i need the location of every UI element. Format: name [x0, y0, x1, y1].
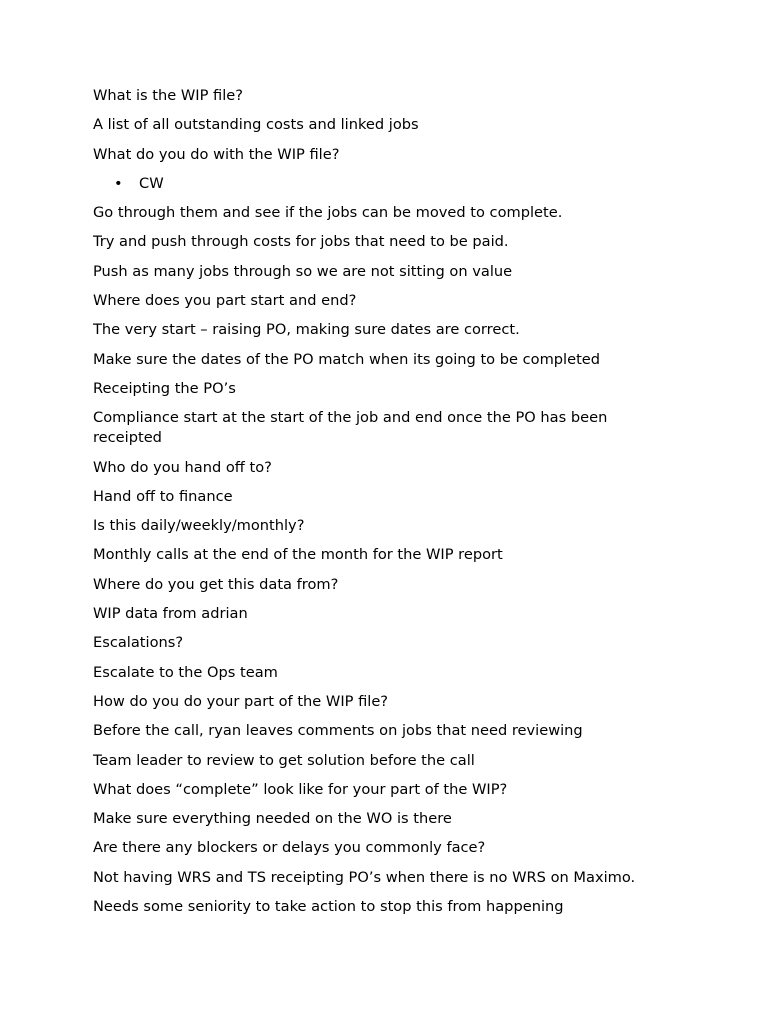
paragraph-question-frequency: Is this daily/weekly/monthly? [93, 517, 305, 535]
document-page [93, 86, 678, 926]
paragraph-push-costs: Try and push through costs for jobs that need to be paid. [93, 233, 509, 251]
paragraph-everything-on-wo: Make sure everything needed on the WO is there [93, 810, 452, 828]
paragraph-question-escalations: Escalations? [93, 634, 184, 652]
paragraph-monthly-calls: Monthly calls at the end of the month for the WIP report [93, 546, 503, 564]
paragraph-very-start: The very start – raising PO, making sure dates are correct. [93, 321, 520, 339]
paragraph-question-how-do-part: How do you do your part of the WIP file? [93, 692, 389, 710]
paragraph-question-data-source: Where do you get this data from? [93, 575, 339, 593]
paragraph-question-wip-file: What is the WIP file? [93, 87, 244, 104]
paragraph-team-leader: Team leader to review to get solution before the call [93, 751, 475, 769]
paragraph-question-hand-off: Who do you hand off to? [93, 458, 272, 476]
paragraph-answer-list-costs: A list of all outstanding costs and linked jobs [93, 116, 419, 134]
paragraph-before-call: Before the call, ryan leaves comments on jobs that need reviewing [93, 722, 583, 740]
paragraph-question-what-do-you-do: What do you do with the WIP file? [93, 145, 340, 163]
paragraph-question-complete: What does “complete” look like for your part of the WIP? [93, 780, 508, 798]
paragraph-hand-off-finance: Hand off to finance [93, 487, 233, 505]
paragraph-push-jobs: Push as many jobs through so we are not sitting on value [93, 262, 513, 280]
bullet-item-text: CW [139, 174, 164, 192]
paragraph-dates-match: Make sure the dates of the PO match when its going to be completed [93, 350, 601, 368]
bullet-icon: • [114, 174, 123, 192]
bullet-list-item [93, 174, 678, 194]
paragraph-receipting-po: Receipting the PO’s [93, 379, 236, 397]
paragraph-question-blockers: Are there any blockers or delays you commonly face? [93, 839, 486, 857]
paragraph-compliance: Compliance start at the start of the job and end once the PO has been receipted [93, 409, 608, 447]
paragraph-not-having-wrs: Not having WRS and TS receipting PO’s when there is no WRS on Maximo. [93, 868, 636, 886]
paragraph-question-part-start-end: Where does you part start and end? [93, 292, 357, 310]
paragraph-wip-data-source: WIP data from adrian [93, 605, 248, 623]
paragraph-escalate-ops: Escalate to the Ops team [93, 663, 278, 681]
paragraph-go-through-jobs: Go through them and see if the jobs can be moved to complete. [93, 204, 563, 222]
paragraph-seniority: Needs some seniority to take action to stop this from happening [93, 898, 564, 916]
